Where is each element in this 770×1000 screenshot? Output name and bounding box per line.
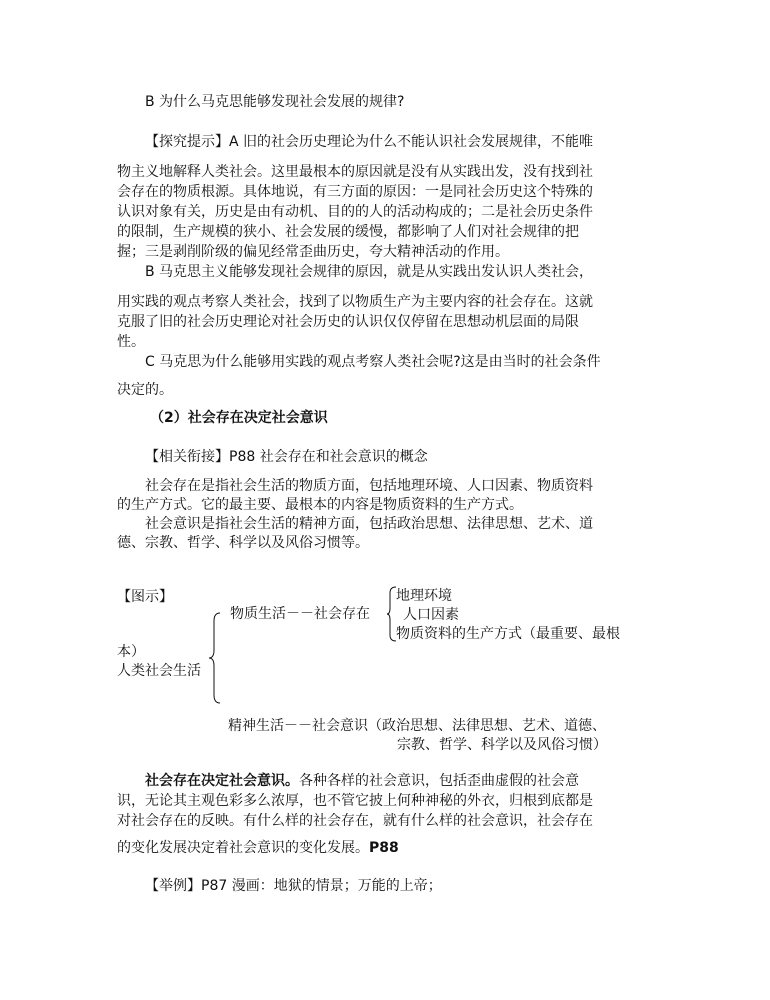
- diagram-spiritual-cont: 宗教、哲学、科学以及风俗习惯）: [397, 737, 607, 753]
- hint-line: 物主义地解释人类社会。这里最根本的原因就是没有从实践出发，没有找到社: [117, 164, 593, 180]
- diagram-root-node: 人类社会生活: [117, 663, 201, 679]
- hint-line: 会存在的物质根源。具体地说，有三方面的原因：一是同社会历史这个特殊的: [117, 184, 593, 200]
- diagram-item-overflow: 本）: [117, 644, 145, 660]
- diagram-spiritual-node: 精神生活－－社会意识（政治思想、法律思想、艺术、道德、: [228, 718, 606, 734]
- conclusion-line: 对社会存在的反映。有什么样的社会存在，就有什么样的社会意识，社会存在: [117, 813, 593, 829]
- conclusion-last: [117, 838, 399, 858]
- conclusion-page-ref: P88: [369, 840, 399, 856]
- question-b: B 为什么马克思能够发现社会发展的规律?: [145, 94, 405, 110]
- related-label: 【相关衔接】: [145, 449, 229, 465]
- paragraph-b-line: 用实践的观点考察人类社会，找到了以物质生产为主要内容的社会存在。这就: [117, 294, 593, 310]
- hint-line: 认识对象有关，历史是由有动机、目的的人的活动构成的；二是社会历史条件: [117, 204, 593, 220]
- paragraph-b-line: 性。: [117, 334, 145, 350]
- hint-line: 的限制，生产规模的狭小、社会发展的缓慢，都影响了人们对社会规律的把: [117, 224, 579, 240]
- definition-social-existence-cont: 的生产方式。它的最主要、最根本的内容是物质资料的生产方式。: [117, 497, 523, 513]
- conclusion-bold: 社会存在决定社会意识。: [145, 773, 299, 789]
- diagram-item-population: 人口因素: [403, 607, 459, 623]
- conclusion-text: 各种各样的社会意识，包括歪曲虚假的社会意: [299, 773, 579, 789]
- conclusion-last-text: 的变化发展决定着社会意识的变化发展。: [117, 840, 369, 856]
- related-line: [145, 447, 428, 467]
- section-heading: （2）社会存在决定社会意识: [150, 410, 328, 426]
- definition-social-consciousness-cont: 德、宗教、哲学、科学以及风俗习惯等。: [117, 535, 369, 551]
- example-label: 【举例】: [145, 878, 201, 894]
- example-line: [145, 876, 442, 896]
- definition-social-consciousness: 社会意识是指社会生活的精神方面，包括政治思想、法律思想、艺术、道: [145, 516, 593, 532]
- related-text: P88 社会存在和社会意识的概念: [229, 449, 428, 465]
- hint-paragraph-first: [145, 132, 593, 152]
- conclusion-line: 识，无论其主观色彩多么浓厚，也不管它披上何种神秘的外衣，归根到底都是: [117, 793, 593, 809]
- paragraph-b-line: 克服了旧的社会历史理论对社会历史的认识仅仅停留在思想动机层面的局限: [117, 314, 579, 330]
- paragraph-b-first: B 马克思主义能够发现社会规律的原因，就是从实践出发认识人类社会，: [145, 264, 594, 280]
- diagram-item-geography: 地理环境: [396, 588, 452, 604]
- paragraph-c-second: 决定的。: [117, 382, 173, 398]
- example-text: P87 漫画：地狱的情景；万能的上帝；: [201, 878, 442, 894]
- diagram-item-production-mode: 物质资料的生产方式（最重要、最根: [396, 626, 620, 642]
- diagram-label: 【图示】: [117, 589, 173, 605]
- diagram-material-node: 物质生活－－社会存在: [230, 606, 370, 622]
- paragraph-c-first: C 马克思为什么能够用实践的观点考察人类社会呢?这是由当时的社会条件: [145, 354, 601, 370]
- definition-social-existence: 社会存在是指社会生活的物质方面，包括地理环境、人口因素、物质资料: [145, 478, 593, 494]
- conclusion-first: [145, 771, 579, 791]
- hint-line: 握；三是剥削阶级的偏见经常歪曲历史，夸大精神活动的作用。: [117, 244, 509, 260]
- hint-label: 【探究提示】: [145, 134, 229, 150]
- left-brace-icon: [208, 612, 222, 704]
- hint-text: A 旧的社会历史理论为什么不能认识社会发展规律，不能唯: [229, 134, 594, 150]
